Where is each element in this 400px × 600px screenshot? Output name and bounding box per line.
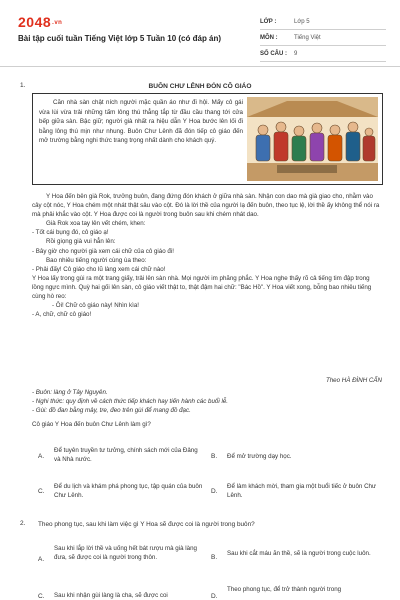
option-b-label[interactable]: B.: [211, 453, 218, 460]
meta-table: [260, 14, 386, 62]
meta-value: 9: [294, 50, 298, 57]
option-d-text[interactable]: Để làm khách mời, tham gia một buổi tiếc ở buôn Chư Lênh.: [227, 483, 377, 500]
passage-paragraph: Già Rok xoa tay lên vết chém, khen:: [46, 220, 146, 228]
glossary-note: - Buôn: làng ở Tây Nguyên.: [32, 389, 108, 396]
option-a-text[interactable]: Sau khi lắp lời thề và uống hết bát rượu mà già làng đưa, sẽ được coi là người trong thôn.: [54, 545, 197, 562]
header: [12, 8, 388, 60]
question-text: Cô giáo Y Hoa đến buôn Chư Lênh làm gì?: [32, 421, 151, 428]
option-c-label[interactable]: C.: [38, 488, 45, 495]
passage-paragraph: - Bây giờ cho người già xem cái chữ của cô giáo đi!: [32, 247, 174, 255]
passage-paragraph: - Ôi! Chữ cô giáo này! Nhìn kìa!: [52, 302, 140, 310]
passage-box: [32, 93, 383, 185]
passage-paragraph: Y Hoa lấy trong gùi ra một trang giấy, trải lên sàn nhà. Mọi người im phăng phắc. Y Hoa nghe thấy rõ cả tiếng tim đập trong lồng ngực mình. Quỳ hai gối lên sàn, cô giáo viết thật to, thật đậm hai chữ: "Bác Hồ". Y Hoa viết xong, bỗng bao nhiêu tiếng cùng hò reo:: [32, 274, 372, 301]
meta-key: MÔN :: [260, 34, 278, 41]
passage-paragraph: - Tốt cái bụng đó, cô giáo ạ!: [32, 229, 109, 237]
option-d-label[interactable]: D.: [211, 488, 218, 495]
meta-row-class: [260, 14, 386, 30]
passage-paragraph: - Phải đấy! Cô giáo cho lũ làng xem cái chữ nào!: [32, 265, 166, 273]
option-c-text[interactable]: Để du lịch và khám phá phong tục, tập quán của buôn Chư Lênh.: [54, 483, 203, 500]
passage-paragraph: Bao nhiêu tiếng người cùng ùa theo:: [46, 256, 147, 264]
site-logo[interactable]: [18, 14, 62, 30]
passage-title: BUÔN CHƯ LÊNH ĐÓN CÔ GIÁO: [148, 83, 252, 90]
option-a-text[interactable]: Để tuyên truyền tư tưởng, chính sách mới của Đảng và Nhà nước.: [54, 447, 198, 464]
option-c-text[interactable]: Sau khi nhận gùi làng là cha, sẽ được coi: [54, 592, 168, 599]
question-number: 2.: [20, 520, 26, 527]
passage-paragraph: - A, chữ, chữ cô giáo!: [32, 311, 92, 319]
option-d-label[interactable]: D.: [211, 593, 218, 600]
worksheet-title: Bài tập cuối tuần Tiếng Việt lớp 5 Tuần 10 (có đáp án): [18, 34, 222, 43]
glossary-note: - Nghi thức: quy định về cách thức tiếp khách hay tiến hành các buổi lễ.: [32, 398, 228, 406]
meta-key: SỐ CÂU :: [260, 50, 287, 57]
option-d-text[interactable]: Theo phong tục, để trở thành người trong: [227, 586, 342, 593]
passage-intro: Căn nhà sàn chật ních người mặc quần áo như đi hội. Mấy cô gái vừa lùi vừa trải những tấm lông thú thẳng tắp từ đầu cầu thang tới cửa bếp giữa sàn. Bậc giữ; người già nhất ra hiệu dẫn Y Hoa bước lên lối đi bằng lông thú mịn như nhung. Buôn Chư Lênh đã đón tiếp cô giáo đến mở trường bằng nghi thức trang trọng nhất dành cho khách quý.: [39, 99, 243, 145]
meta-key: LỚP :: [260, 18, 277, 25]
option-b-text[interactable]: Để mở trường dạy học.: [227, 453, 292, 460]
question-text: Theo phong tục, sau khi làm việc gì Y Hoa sẽ được coi là người trong buôn?: [38, 521, 255, 528]
option-a-label[interactable]: A.: [38, 556, 45, 563]
option-c-label[interactable]: C.: [38, 593, 45, 600]
option-b-text[interactable]: Sau khi cắt máu ăn thề, sẽ là người trong cuộc luôn.: [227, 550, 371, 557]
header-divider: [0, 66, 400, 67]
passage-body: [32, 192, 382, 319]
passage-author: Theo HÀ ĐÌNH CẨN: [325, 377, 382, 384]
glossary-note: - Gùi: đồ đan bằng mây, tre, đeo trên gùi để mang đồ đạc.: [32, 407, 191, 415]
passage-paragraph: Y Hoa đến bên già Rok, trưởng buôn, đang đứng đón khách ở giữa nhà sàn. Nhận con dao mà già giao cho, nhằm vào cây cột nóc, Y Hoa chém một nhát thật sâu vào cột. Đó là lời thề của người lạ đến buôn, theo tục lệ, lời thề ấy không thể nói ra mà phải khắc vào cột. Y Hoa được coi là người trong buôn sau khi chém nhát dao.: [32, 193, 380, 219]
meta-row-subject: [260, 30, 386, 46]
passage-paragraph: Rồi giọng già vui hẳn lên:: [46, 238, 116, 246]
glossary: [32, 388, 382, 415]
meta-value: Lớp 5: [294, 18, 310, 25]
meta-value: Tiếng Việt: [294, 34, 321, 41]
logo-sub: .vn: [52, 20, 63, 27]
question-number: 1.: [20, 82, 26, 89]
meta-row-count: [260, 46, 386, 62]
option-b-label[interactable]: B.: [211, 554, 218, 561]
option-a-label[interactable]: A.: [38, 453, 45, 460]
logo-main: 2048: [18, 14, 52, 30]
illustration-image: [247, 97, 378, 181]
